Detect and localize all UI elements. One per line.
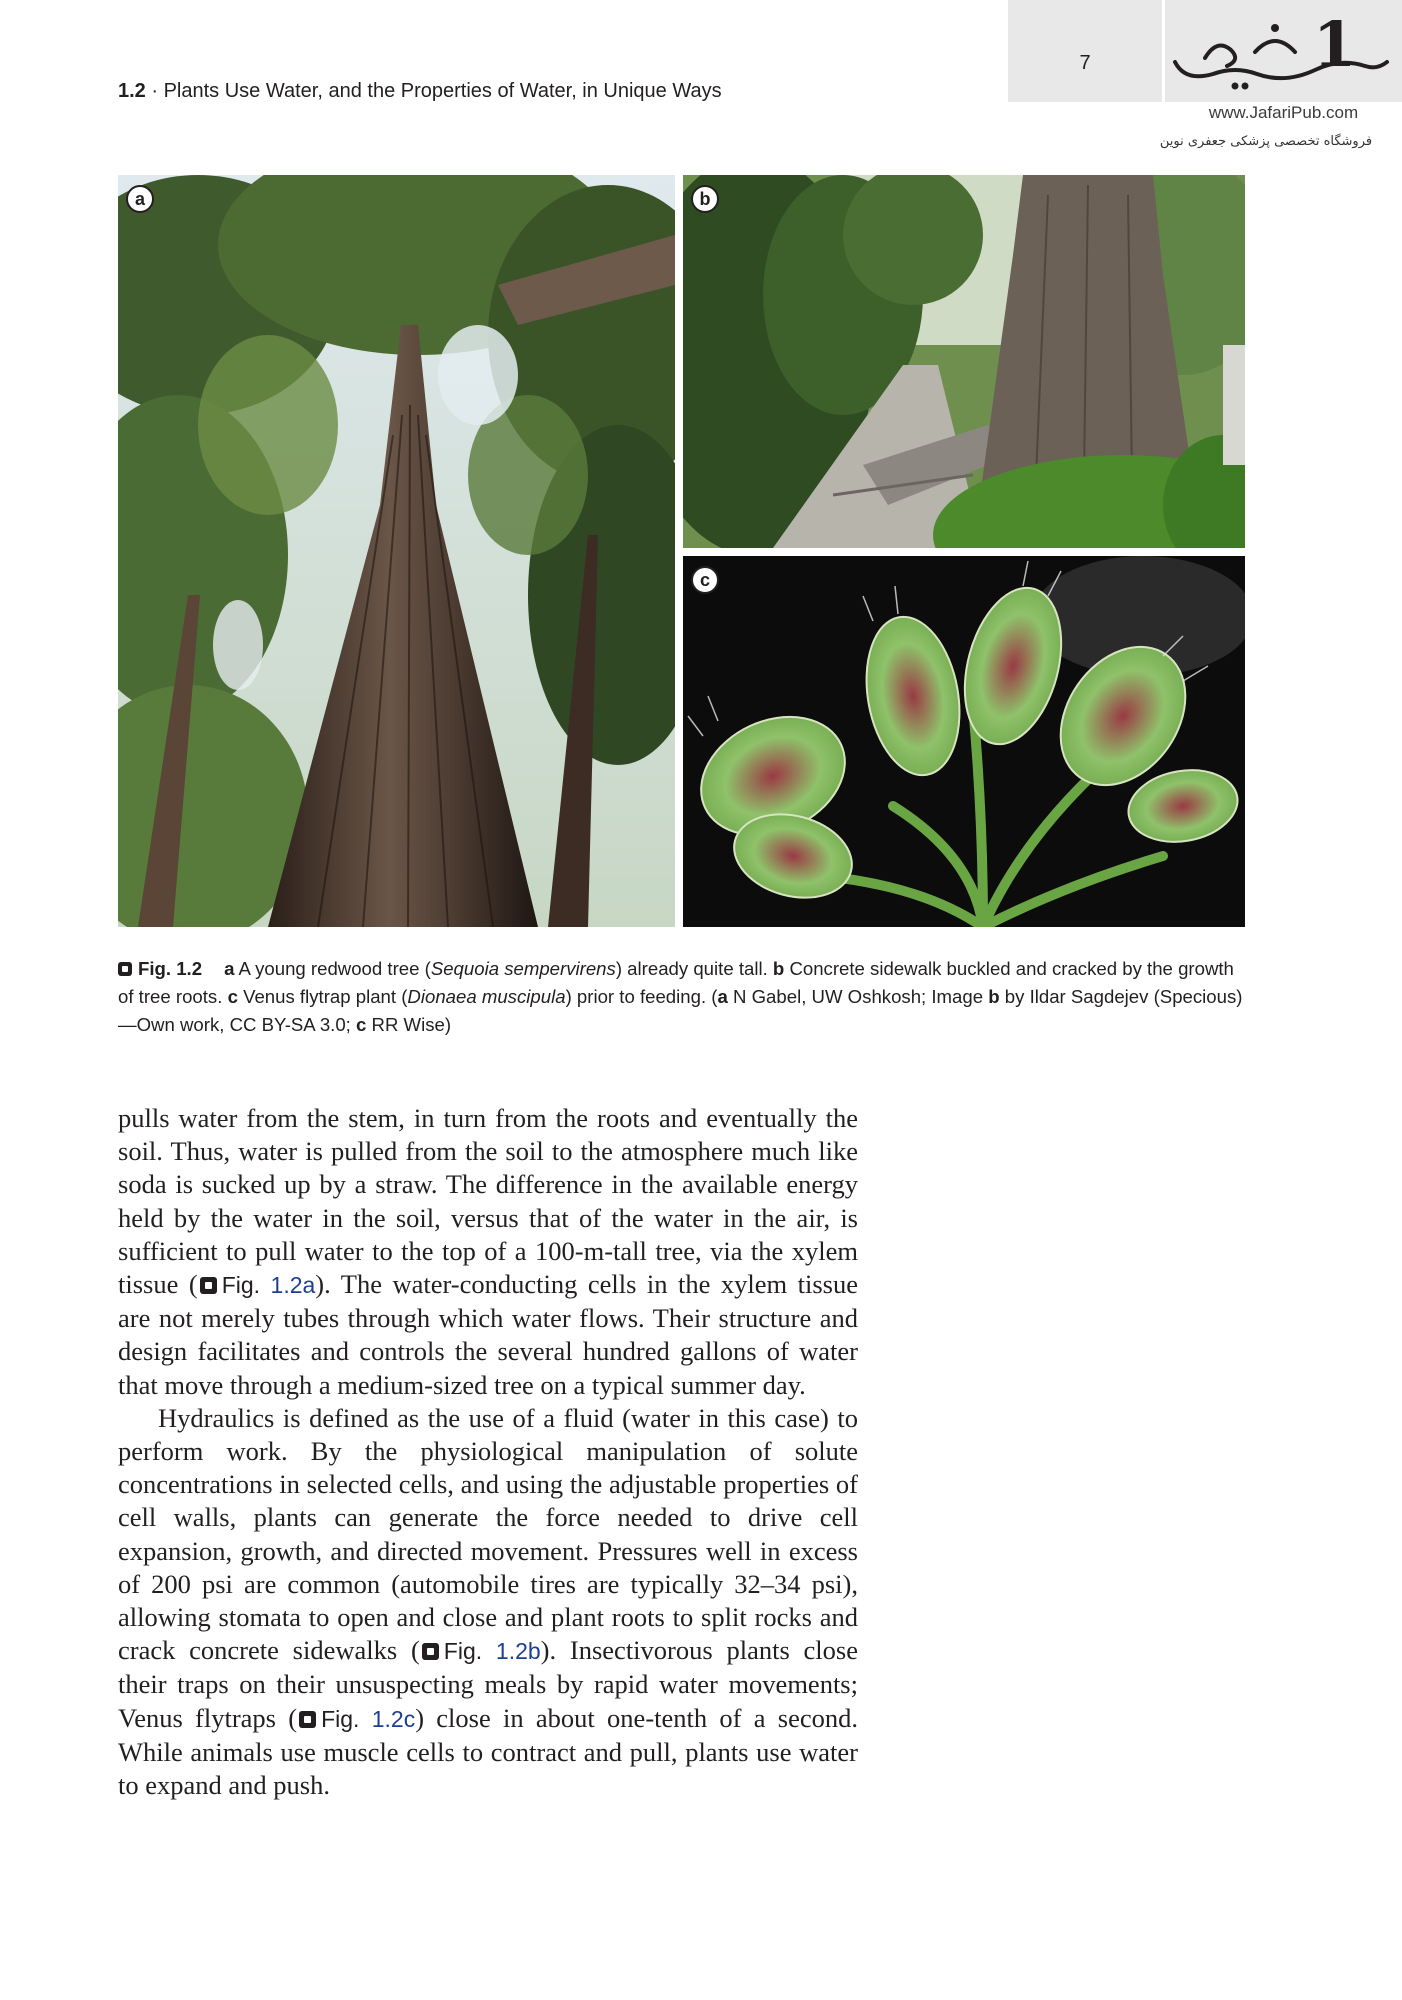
paragraph-2-text-c: ) close in about one-tenth of a second. While animals use muscle cells to contract and pull, plants use water to expand and push. (118, 1702, 858, 1801)
page-number: 7 (1079, 52, 1091, 74)
paragraph-2-text-b: ). Insectivorous plants close their traps on their unsuspecting meals by rapid water movements; Venus flytraps ( (118, 1635, 858, 1733)
figure-ref-word: Fig. (443, 1638, 483, 1665)
watermark-url: www.JafariPub.com (1208, 103, 1359, 122)
body-paragraph-1 (118, 1102, 858, 1402)
figure-panel-c-flytrap (683, 556, 1245, 927)
sidewalk-image (683, 175, 1245, 548)
credit-key-b: b (988, 986, 1000, 1007)
credit-key-a: a (717, 986, 728, 1007)
body-paragraph-2 (118, 1402, 858, 1802)
redwood-tree-image (118, 175, 675, 927)
caption-species-a: Sequoia sempervirens (430, 958, 616, 979)
panel-label-a: a (126, 185, 154, 213)
caption-key-a: a (224, 958, 235, 979)
caption-key-b: b (772, 958, 785, 979)
figure-caption (118, 955, 1245, 1039)
caption-text-a-end: ) already quite tall. (615, 958, 773, 979)
paragraph-2-text-a: Hydraulics is defined as the use of a fluid (water in this case) to perform work. By the physiological manipulation of solute concentrations in selected cells, and using the adjustable properties of cell walls, plants can generate the force needed to drive cell expansion, growth, and directed movement. Pressures well in excess of 200 psi are common (automobile tires are typically 32–34 psi), allowing stomata to open and close and plant roots to split rocks and crack concrete sidewalks ( (118, 1402, 858, 1666)
publisher-logo-icon (1165, 0, 1402, 102)
venus-flytrap-image (683, 556, 1245, 927)
section-number: 1.2 (118, 80, 146, 102)
figure-panel-b-sidewalk (683, 175, 1245, 548)
running-title: · Plants Use Water, and the Properties of Water, in Unique Ways (151, 80, 722, 102)
caption-text-c-end: ) prior to feeding. ( (565, 986, 718, 1007)
figure-ref-icon (200, 1277, 217, 1294)
paragraph-1-text-b: ). The water-conducting cells in the xylem tissue are not merely tubes through which water flows. Their structure and design facilitates and controls the several hundred gallons of water that move through a medium-sized tree on a typical summer day. (118, 1269, 858, 1400)
panel-label-c: c (691, 566, 719, 594)
figure-panel-a-redwood (118, 175, 675, 927)
figure-ref-word: Fig. (221, 1272, 261, 1299)
caption-text-a: A young redwood tree ( (234, 958, 431, 979)
caption-text-c: Venus flytrap plant ( (237, 986, 408, 1007)
panel-label-b: b (691, 185, 719, 213)
body-text (118, 1102, 858, 1802)
caption-text-b: Concrete sidewalk buckled and cracked by the growth of tree roots. (118, 958, 1234, 1007)
credit-text-a: N Gabel, UW Oshkosh; Image (727, 986, 989, 1007)
figure-ref-word: Fig. (321, 1705, 360, 1732)
paragraph-1-text-a: pulls water from the stem, in turn from the roots and eventually the soil. Thus, water is pulled from the soil to the atmosphere much like soda is sucked up by a straw. The difference in the available energy held by the water in the soil, versus that of the water in the air, is sufficient to pull water to the top of a 100-m-tall tree, via the xylem tissue ( (118, 1103, 858, 1300)
figure-ref-link-1-2b[interactable]: 1.2b (495, 1638, 541, 1665)
page-number-tab (1008, 0, 1162, 102)
figure-ref-icon (422, 1643, 439, 1660)
credit-key-c: c (356, 1014, 367, 1035)
figure-ref-link-1-2a[interactable]: 1.2a (270, 1272, 316, 1299)
figure-ref-link-1-2c[interactable]: 1.2c (371, 1705, 416, 1732)
caption-key-c: c (227, 986, 238, 1007)
credit-text-b: by Ildar Sagdejev (Specious)—Own work, CC BY-SA 3.0; (118, 986, 1243, 1035)
credit-text-c: RR Wise) (366, 1014, 452, 1035)
publisher-logo (1165, 0, 1402, 102)
figure-label: Fig. 1.2 (138, 958, 203, 979)
figure-ref-icon (299, 1711, 316, 1728)
svg-text:1: 1 (1313, 8, 1357, 81)
figure-marker-icon (118, 962, 132, 976)
watermark-shop: فروشگاه تخصصی پزشکی جعفری نوین (1159, 134, 1373, 149)
running-head (118, 80, 722, 103)
caption-species-c: Dionaea muscipula (407, 986, 566, 1007)
